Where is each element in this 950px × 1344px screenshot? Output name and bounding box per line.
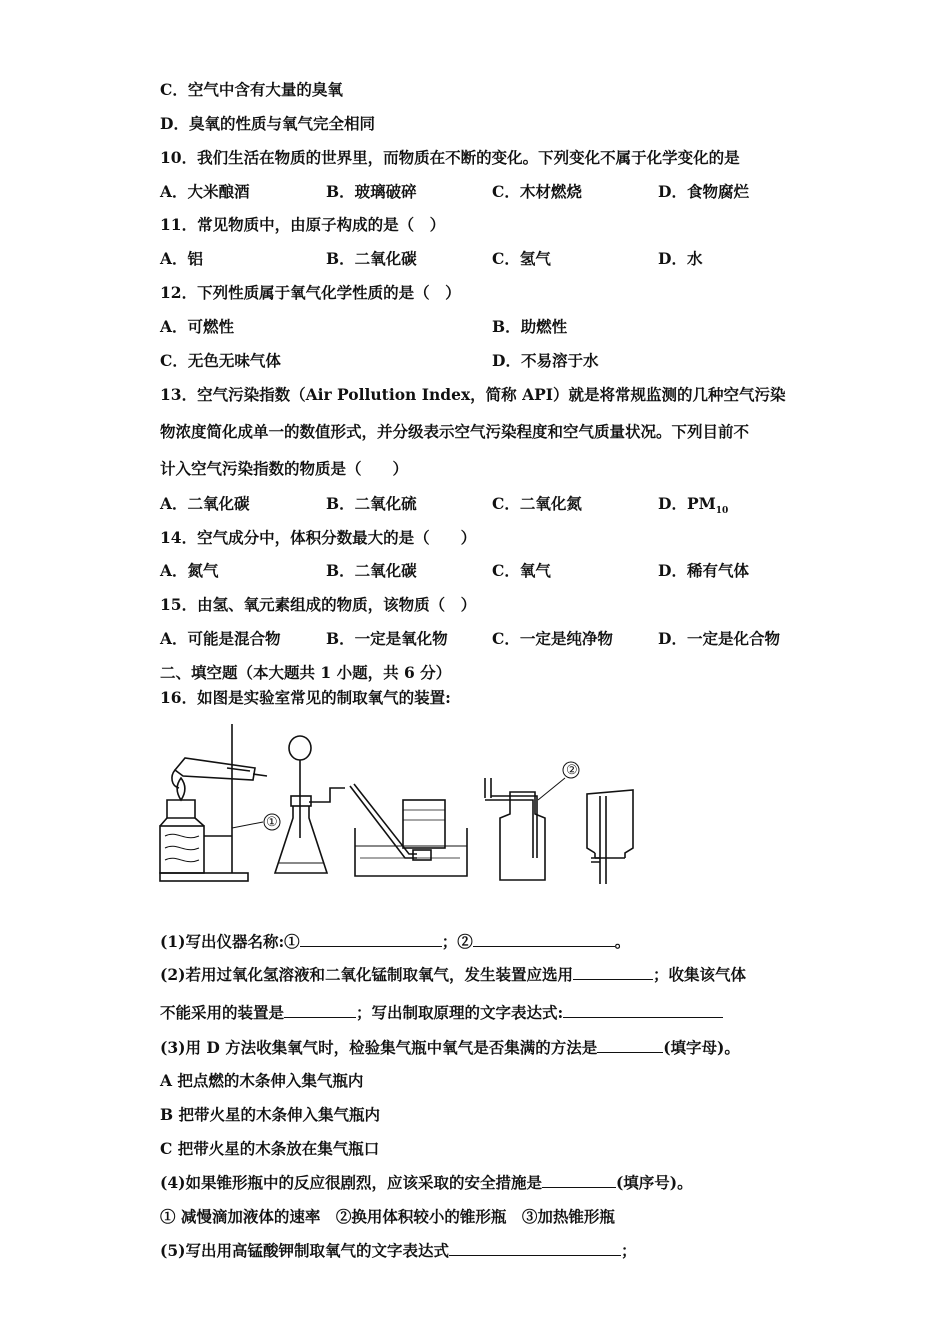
q16-part2-line2 [160,1001,723,1023]
q10-option-d: D．食物腐烂 [658,182,749,201]
blank-method[interactable] [597,1038,663,1053]
q12-option-d: D．不易溶于水 [492,351,599,370]
q14-option-a: A．氮气 [160,561,219,580]
part2-text-a: (2)若用过氧化氢溶液和二氧化锰制取氧气，发生装置应选用 [160,965,573,984]
blank-safety[interactable] [542,1173,616,1188]
part2-text-c: 不能采用的装置是 [160,1003,285,1022]
q16-part3-option-a: A 把点燃的木条伸入集气瓶内 [160,1071,364,1090]
part4-text-a: (4)如果锥形瓶中的反应很剧烈，应该采取的安全措施是 [160,1173,542,1192]
blank-expression[interactable] [563,1003,723,1018]
apparatus-figure [155,718,655,890]
part1-text-c: 。 [614,932,631,951]
pm-subscript: 10 [715,506,729,517]
part5-text-a: (5)写出用高锰酸钾制取氧气的文字表达式 [160,1241,449,1260]
part4-text-b: (填序号)。 [615,1173,693,1192]
blank-instrument-2[interactable] [473,932,615,947]
q12-option-c: C．无色无味气体 [160,351,281,370]
blank-generator[interactable] [573,965,653,980]
part3-text-a: (3)用 D 方法收集氧气时，检验集气瓶中氧气是否集满的方法是 [160,1038,598,1057]
q15-stem: 15．由氢、氧元素组成的物质，该物质（ ） [160,595,477,614]
q16-part4 [160,1171,693,1193]
apparatus-a-heating [160,724,267,881]
q11-option-a: A．铝 [160,249,204,268]
q11-option-c: C．氢气 [492,249,551,268]
part5-text-b: ； [620,1241,637,1260]
part2-text-b: ；收集该气体 [652,965,746,984]
q10-option-c: C．木材燃烧 [492,182,582,201]
q11-option-d: D．水 [658,249,703,268]
part1-text-b: ；② [441,932,473,951]
label-2: ② [566,763,578,778]
q12-stem: 12．下列性质属于氧气化学性质的是（ ） [160,283,461,302]
q16-part2-line1 [160,963,746,985]
q15-option-a: A．可能是混合物 [160,629,281,648]
q16-stem: 16．如图是实验室常见的制取氧气的装置: [160,688,451,707]
blank-kmno4-expression[interactable] [449,1241,621,1256]
q13-stem-line3: 计入空气污染指数的物质是（ ） [160,459,409,478]
apparatus-b-flask [275,736,345,873]
q12-option-a: A．可燃性 [160,317,235,336]
q12-option-b: B．助燃性 [492,317,568,336]
q11-stem: 11．常见物质中，由原子构成的是（ ） [160,215,446,234]
q16-part1 [160,930,630,952]
q14-option-c: C．氧气 [492,561,551,580]
q16-part3-option-c: C 把带火星的木条放在集气瓶口 [160,1139,380,1158]
q14-stem: 14．空气成分中，体积分数最大的是（ ） [160,528,477,547]
q10-option-a: A．大米酿酒 [160,182,250,201]
q10-option-b: B．玻璃破碎 [326,182,417,201]
q13-option-a: A．二氧化碳 [160,494,250,513]
q15-option-b: B．一定是氧化物 [326,629,448,648]
part3-text-b: (填字母)。 [663,1038,740,1057]
apparatus-c-trough [350,784,467,876]
q15-option-c: C．一定是纯净物 [492,629,613,648]
q13-stem-line1: 13．空气污染指数（Air Pollution Index，简称 API）就是将常规监测的几种空气污染 [160,385,786,404]
q13-option-b: B．二氧化硫 [326,494,417,513]
q10-stem: 10．我们生活在物质的世界里，而物质在不断的变化。下列变化不属于化学变化的是 [160,148,740,167]
apparatus-d-bottle [485,778,565,880]
q11-option-b: B．二氧化碳 [326,249,417,268]
section-heading: 二、填空题（本大题共 1 小题，共 6 分） [160,663,452,682]
q13-stem-line2: 物浓度简化成单一的数值形式，并分级表示空气污染程度和空气质量状况。下列目前不 [160,422,750,441]
q16-part3 [160,1036,740,1058]
q16-part5 [160,1239,636,1261]
q13-option-d-text: D．PM [658,494,716,513]
q14-option-d: D．稀有气体 [658,561,749,580]
part2-text-d: ；写出制取原理的文字表达式: [356,1003,564,1022]
blank-collector[interactable] [284,1003,356,1018]
blank-instrument-1[interactable] [300,932,442,947]
apparatus-e-bottle [587,790,633,884]
label-1: ① [266,815,278,830]
q16-part3-option-b: B 把带火星的木条伸入集气瓶内 [160,1105,380,1124]
q16-part4-options: ① 减慢滴加液体的速率 ②换用体积较小的锥形瓶 ③加热锥形瓶 [160,1207,615,1226]
q14-option-b: B．二氧化碳 [326,561,417,580]
q13-option-c: C．二氧化氮 [492,494,582,513]
q15-option-d: D．一定是化合物 [658,629,780,648]
q13-option-d [658,492,728,516]
part1-text-a: (1)写出仪器名称:① [160,932,300,951]
q9-option-d: D．臭氧的性质与氧气完全相同 [160,114,375,133]
q9-option-c: C．空气中含有大量的臭氧 [160,80,343,99]
